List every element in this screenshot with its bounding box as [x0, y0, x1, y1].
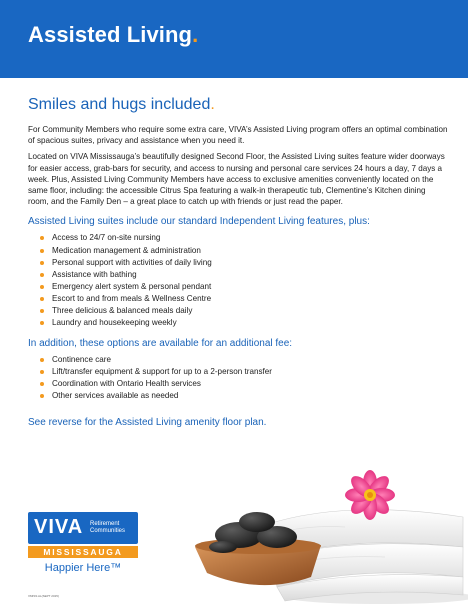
- intro-paragraph-2: Located on VIVA Mississauga’s beautifully designed Second Floor, the Assisted Living suites feature wider doorways for easier access, grab-bars for security, and access to nursing and personal care services 24 hours a day, 7 days a week. Plus, Assisted Living Community Members have access to exclusive amenities conveniently located on the same floor, including: the accessible Citrus Spa featuring a walk-in therapeutic tub, Clementine’s Kitchen dining room, and the Family Den – a great place to catch up with friends or just read the paper.: [28, 152, 445, 207]
- logo-brand-block: [28, 512, 138, 544]
- header-banner: [0, 0, 468, 78]
- list-item: Three delicious & balanced meals daily: [38, 305, 448, 317]
- footer-code: VMISS AL(SEPT 2015): [28, 594, 59, 598]
- list-item: Access to 24/7 on-site nursing: [38, 232, 448, 244]
- list-item: Medication management & administration: [38, 245, 448, 257]
- intro-paragraph-1: For Community Members who require some extra care, VIVA’s Assisted Living program offers an optimal combination of spacious suites, privacy and assistance when you need it.: [28, 125, 448, 146]
- list-item: Continence care: [38, 354, 448, 366]
- page-title: Assisted Living.: [28, 22, 199, 47]
- list-item: Other services available as needed: [38, 390, 448, 402]
- viva-logo: [28, 512, 138, 574]
- see-reverse-note: See reverse for the Assisted Living amenity floor plan.: [28, 416, 267, 428]
- logo-subtitle: Retirement Communities: [90, 521, 126, 534]
- intro-heading: Smiles and hugs included.: [28, 96, 215, 113]
- list-item: Coordination with Ontario Health services: [38, 378, 448, 390]
- list-item: Laundry and housekeeping weekly: [38, 317, 448, 329]
- list-item: Lift/transfer equipment & support for up to a 2-person transfer: [38, 366, 448, 378]
- list-item: Escort to and from meals & Wellness Centre: [38, 293, 448, 305]
- list-item: Assistance with bathing: [38, 269, 448, 281]
- logo-brand: VIVA: [34, 516, 84, 538]
- options-list: [38, 354, 448, 402]
- spa-image: [195, 455, 468, 604]
- list-item: Personal support with activities of daily living: [38, 257, 448, 269]
- features-heading: Assisted Living suites include our standard Independent Living features, plus:: [28, 216, 370, 228]
- main-content: [28, 96, 448, 428]
- options-heading: In addition, these options are available for an additional fee:: [28, 338, 293, 350]
- logo-tagline: Happier Here™: [44, 562, 122, 574]
- logo-location: MISSISSAUGA: [28, 546, 138, 558]
- list-item: Emergency alert system & personal pendant: [38, 281, 448, 293]
- features-list: [38, 232, 448, 329]
